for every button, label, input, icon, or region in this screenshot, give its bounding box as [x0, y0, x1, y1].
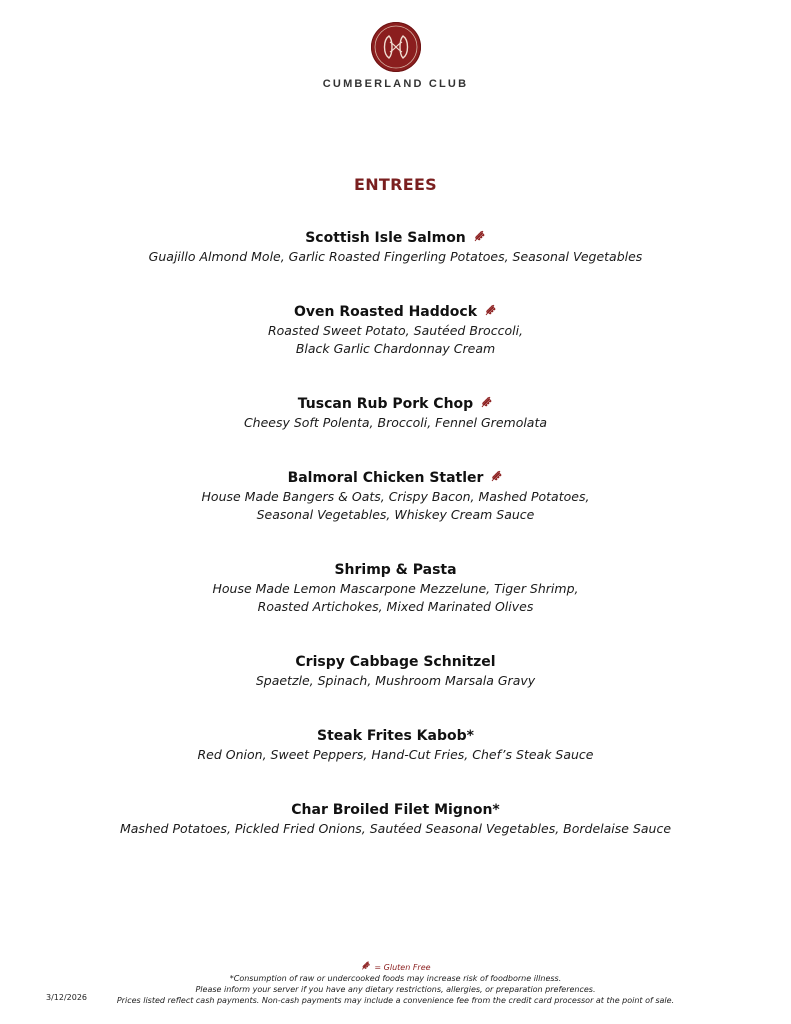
menu-item-title: Steak Frites Kabob* [317, 728, 474, 744]
menu-item-title: Oven Roasted Haddock [293, 304, 478, 320]
legend-text: = Gluten Free [374, 963, 431, 972]
menu-item [0, 652, 791, 690]
club-name: CUMBERLAND CLUB [322, 78, 469, 90]
club-logo [0, 22, 791, 90]
section-title: ENTREES [353, 175, 438, 194]
menu-item-title: Crispy Cabbage Schnitzel [295, 654, 496, 670]
menu-item-description: Black Garlic Chardonnay Cream [295, 341, 496, 356]
menu-item-title: Scottish Isle Salmon [305, 230, 466, 246]
menu-item [0, 468, 791, 524]
menu-item-description: Guajillo Almond Mole, Garlic Roasted Fingerling Potatoes, Seasonal Vegetables [148, 249, 643, 264]
wheat-icon [483, 303, 497, 317]
menu-item-title: Char Broiled Filet Mignon* [291, 802, 500, 818]
menu-item-title: Tuscan Rub Pork Chop [297, 396, 474, 412]
menu-item-name [0, 800, 791, 820]
menu-item-name [0, 726, 791, 746]
menu-item-description: Roasted Artichokes, Mixed Marinated Olives [257, 599, 534, 614]
menu-item [0, 726, 791, 764]
wheat-icon [489, 469, 503, 483]
menu-item-title: Shrimp & Pasta [334, 562, 457, 578]
menu-item [0, 800, 791, 838]
menu-item-name [0, 560, 791, 580]
menu-item-description: Roasted Sweet Potato, Sautéed Broccoli, [267, 323, 524, 338]
wheat-icon [472, 229, 486, 243]
menu-item-description: Mashed Potatoes, Pickled Fried Onions, Sautéed Seasonal Vegetables, Bordelaise Sauce [119, 821, 672, 836]
footer-notes [0, 960, 791, 1006]
menu-item-title: Balmoral Chicken Statler [287, 470, 484, 486]
menu-item-name [0, 302, 791, 322]
footer-line: Prices listed reflect cash payments. Non-cash payments may include a convenience fee from the credit card processor at the point of sale. [116, 996, 675, 1005]
menu-item-description: Seasonal Vegetables, Whiskey Cream Sauce [256, 507, 535, 522]
menu-item-description: Spaetzle, Spinach, Mushroom Marsala Gravy [255, 673, 536, 688]
menu-item-description: House Made Lemon Mascarpone Mezzelune, Tiger Shrimp, [212, 581, 579, 596]
menu-item-name [0, 394, 791, 414]
menu-item-description: Cheesy Soft Polenta, Broccoli, Fennel Gremolata [243, 415, 548, 430]
menu-item-name [0, 652, 791, 672]
menu-item [0, 394, 791, 432]
menu-item [0, 302, 791, 358]
menu-item [0, 228, 791, 266]
footer-line: *Consumption of raw or undercooked foods may increase risk of foodborne illness. [229, 974, 562, 983]
logo-seal-icon [371, 22, 421, 72]
wheat-icon [479, 395, 493, 409]
gluten-free-legend [0, 960, 791, 973]
menu-date: 3/12/2026 [46, 993, 88, 1002]
menu-item-name [0, 228, 791, 248]
wheat-icon [360, 960, 371, 971]
menu-item-name [0, 468, 791, 488]
footer-line: Please inform your server if you have any dietary restrictions, allergies, or preparation preferences. [195, 985, 596, 994]
menu-item [0, 560, 791, 616]
menu-item-description: Red Onion, Sweet Peppers, Hand-Cut Fries, Chef’s Steak Sauce [197, 747, 594, 762]
menu-item-description: House Made Bangers & Oats, Crispy Bacon, Mashed Potatoes, [201, 489, 590, 504]
